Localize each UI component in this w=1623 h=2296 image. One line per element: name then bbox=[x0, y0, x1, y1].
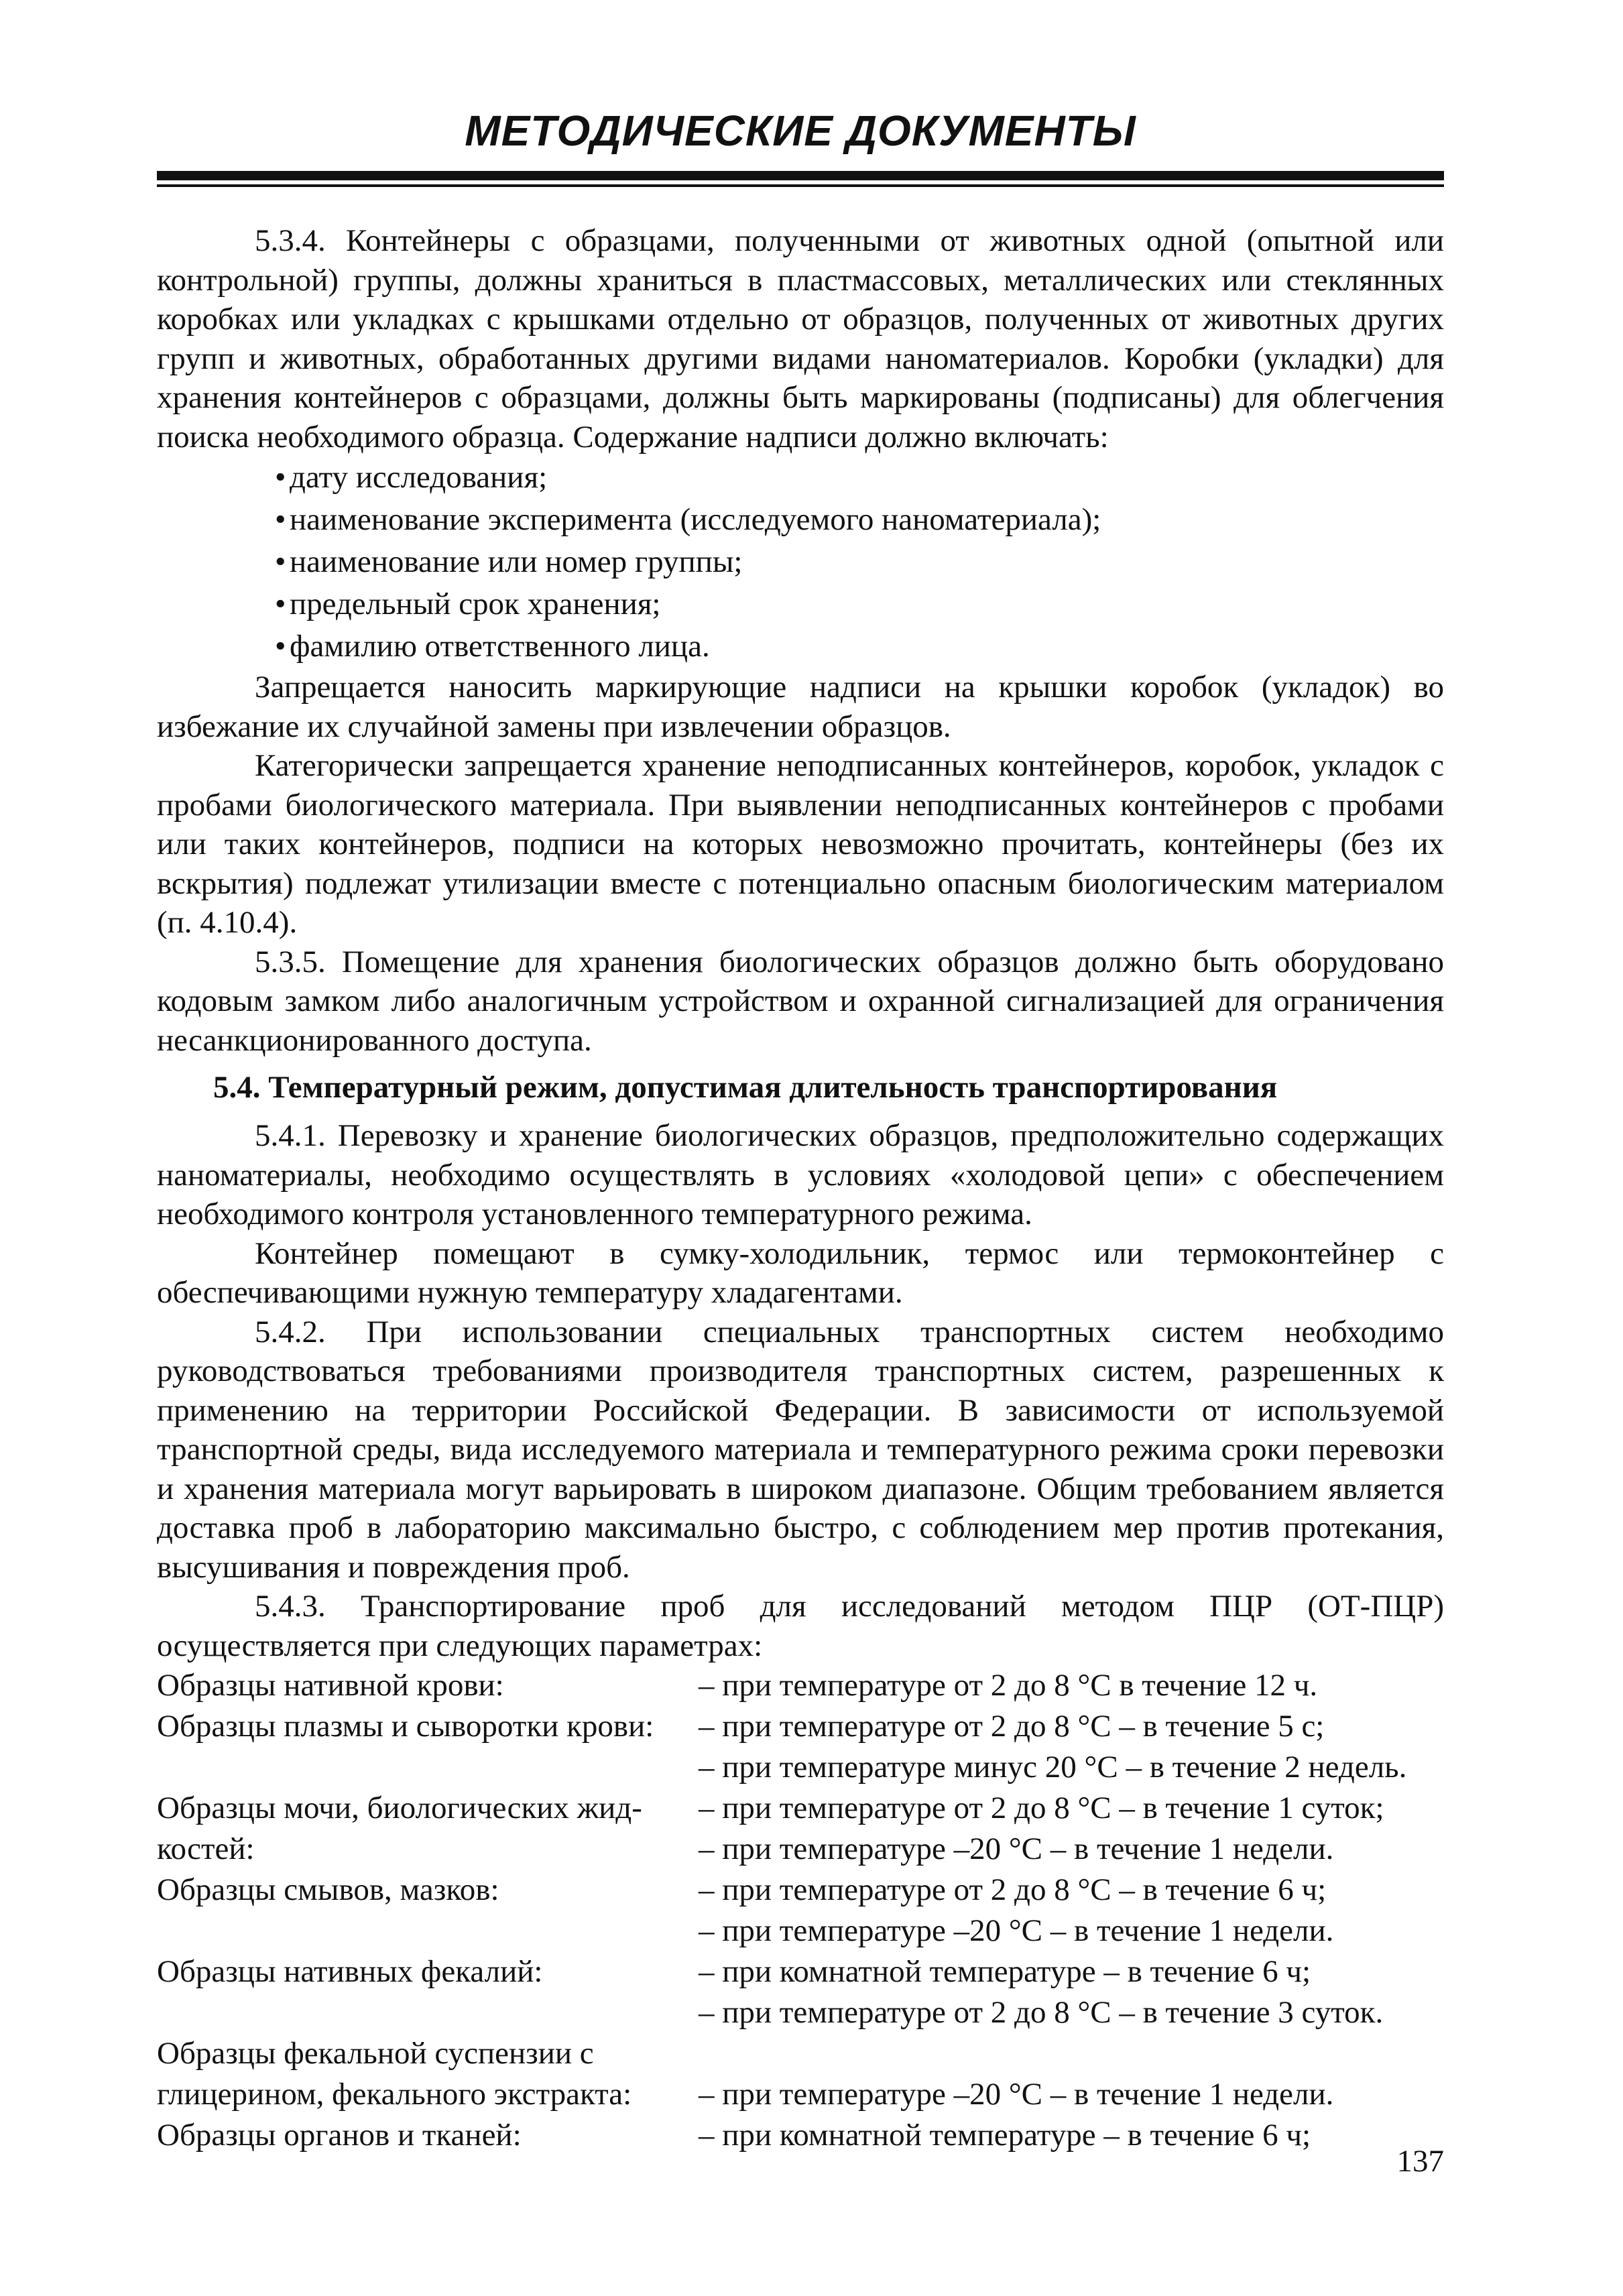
table-row bbox=[157, 1706, 1444, 1747]
list-item bbox=[275, 541, 1444, 583]
list-item-text: дату исследования; bbox=[290, 460, 548, 495]
table-row bbox=[157, 1788, 1444, 1829]
sample-type-label: Образцы нативных фекалий: bbox=[157, 1954, 543, 1989]
running-header-title: МЕТОДИЧЕСКИЕ ДОКУМЕНТЫ bbox=[465, 107, 1136, 155]
list-item bbox=[275, 499, 1444, 541]
bullet-icon: • bbox=[275, 502, 286, 537]
bullet-icon: • bbox=[275, 629, 286, 664]
list-item bbox=[275, 583, 1444, 625]
list-item-text: наименование или номер группы; bbox=[290, 544, 743, 579]
list-item-text: предельный срок хранения; bbox=[290, 587, 661, 621]
condition-value: – при температуре от 2 до 8 °С в течение 12 ч. bbox=[699, 1668, 1318, 1703]
paragraph-categorical-prohibition: Категорически запрещается хранение неподписанных контейнеров, коробок, укладок с пробами биологического материала. При выявлении неподписанных контейнеров с пробами или таких контейнеров, подписи на которых невозможно прочитать, контейнеры (без их вскрытия) подлежат утилизации вместе с потенциально опасным биологическим материалом (п. 4.10.4). bbox=[157, 748, 1444, 940]
table-row bbox=[157, 2115, 1444, 2156]
condition-value: – при комнатной температуре – в течение 6 ч; bbox=[699, 1954, 1311, 1989]
condition-value: – при комнатной температуре – в течение 6 ч; bbox=[699, 2118, 1311, 2153]
table-row bbox=[157, 1951, 1444, 1992]
sample-type-label: Образцы мочи, биологических жид- bbox=[157, 1791, 642, 1825]
list-item-text: наименование эксперимента (исследуемого наноматериала); bbox=[290, 502, 1101, 537]
sample-type-label: Образцы органов и тканей: bbox=[157, 2118, 522, 2153]
page-body bbox=[157, 221, 1444, 2156]
paragraph-container: Контейнер помещают в сумку-холодильник, термос или термоконтейнер с обеспечивающими нужную температуру хладагентами. bbox=[157, 1235, 1444, 1310]
paragraph-prohibition: Запрещается наносить маркирующие надписи на крышки коробок (укладок) во избежание их случайной замены при извлечении образцов. bbox=[157, 670, 1444, 744]
header-rule-thin bbox=[157, 184, 1444, 187]
list-item bbox=[275, 625, 1444, 668]
sample-type-label: костей: bbox=[157, 1831, 255, 1866]
table-row bbox=[157, 1747, 1444, 1788]
bullet-icon: • bbox=[275, 587, 286, 621]
section-heading-5-4: 5.4. Температурный режим, допустимая длительность транспортирования bbox=[213, 1070, 1278, 1105]
paragraph-5-4-3: 5.4.3. Транспортирование проб для исследований методом ПЦР (ОТ-ПЦР) осуществляется при следующих параметрах: bbox=[157, 1589, 1444, 1663]
condition-value: – при температуре –20 °С – в течение 1 недели. bbox=[699, 1831, 1334, 1866]
paragraph-5-3-4: 5.3.4. Контейнеры с образцами, полученными от животных одной (опытной или контрольной) группы, должны храниться в пластмассовых, металлических или стеклянных коробках или укладках с крышками отдельно от образцов, полученных от животных других групп и животных, обработанных другими видами наноматериалов. Коробки (укладки) для хранения контейнеров с образцами, должны быть маркированы (подписаны) для облегчения поиска необходимого образца. Содержание надписи должно включать: bbox=[157, 223, 1444, 455]
table-row bbox=[157, 2033, 1444, 2074]
sample-type-label bbox=[157, 1911, 699, 1951]
condition-value: – при температуре –20 °С – в течение 1 недели. bbox=[699, 2077, 1334, 2112]
table-row bbox=[157, 1665, 1444, 1706]
condition-value: – при температуре от 2 до 8 °С – в течение 1 суток; bbox=[699, 1791, 1384, 1825]
table-row bbox=[157, 2074, 1444, 2115]
table-row bbox=[157, 1911, 1444, 1951]
sample-type-label bbox=[157, 1992, 699, 2033]
sample-type-label: Образцы фекальной суспензии с bbox=[157, 2036, 594, 2071]
list-item-text: фамилию ответственного лица. bbox=[290, 629, 710, 664]
sample-type-label bbox=[157, 1747, 699, 1788]
table-row bbox=[157, 1870, 1444, 1911]
paragraph-5-4-1: 5.4.1. Перевозку и хранение биологических образцов, предположительно содержащих наноматериалы, необходимо осуществлять в условиях «холодовой цепи» с обеспечением необходимого контроля установленного температурного режима. bbox=[157, 1118, 1444, 1231]
table-row bbox=[157, 1829, 1444, 1870]
table-row bbox=[157, 1992, 1444, 2033]
sample-type-label: Образцы смывов, мазков: bbox=[157, 1872, 499, 1907]
bullet-icon: • bbox=[275, 460, 286, 495]
paragraph-5-4-2: 5.4.2. При использовании специальных транспортных систем необходимо руководствоваться требованиями производителя транспортных систем, разрешенных к применению на территории Российской Федерации. В зависимости от используемой транспортной среды, вида исследуемого материала и температурного режима сроки перевозки и хранения материала могут варьировать в широком диапазоне. Общим требованием является доставка проб в лабораторию максимально быстро, с соблюдением мер против протекания, высушивания и повреждения проб. bbox=[157, 1314, 1444, 1585]
condition-value: – при температуре от 2 до 8 °С – в течение 6 ч; bbox=[699, 1872, 1327, 1907]
condition-value: – при температуре минус 20 °С – в течение 2 недель. bbox=[699, 1750, 1407, 1785]
sample-type-label: Образцы нативной крови: bbox=[157, 1668, 504, 1703]
bullet-icon: • bbox=[275, 544, 286, 579]
paragraph-5-3-5: 5.3.5. Помещение для хранения биологических образцов должно быть оборудовано кодовым замком либо аналогичным устройством и охранной сигнализацией для ограничения несанкционированного доступа. bbox=[157, 944, 1444, 1058]
list-item bbox=[275, 457, 1444, 499]
condition-value: – при температуре от 2 до 8 °С – в течение 5 с; bbox=[699, 1709, 1325, 1744]
condition-value bbox=[699, 2033, 1444, 2074]
page-number: 137 bbox=[1396, 2144, 1444, 2179]
condition-value: – при температуре –20 °С – в течение 1 недели. bbox=[699, 1913, 1334, 1948]
label-content-list bbox=[157, 457, 1444, 668]
sample-type-label: Образцы плазмы и сыворотки крови: bbox=[157, 1709, 654, 1744]
sample-type-label: глицерином, фекального экстракта: bbox=[157, 2077, 632, 2112]
header-rule-thick bbox=[157, 171, 1444, 180]
condition-value: – при температуре от 2 до 8 °С – в течение 3 суток. bbox=[699, 1995, 1384, 2030]
transport-parameters-table bbox=[157, 1665, 1444, 2156]
